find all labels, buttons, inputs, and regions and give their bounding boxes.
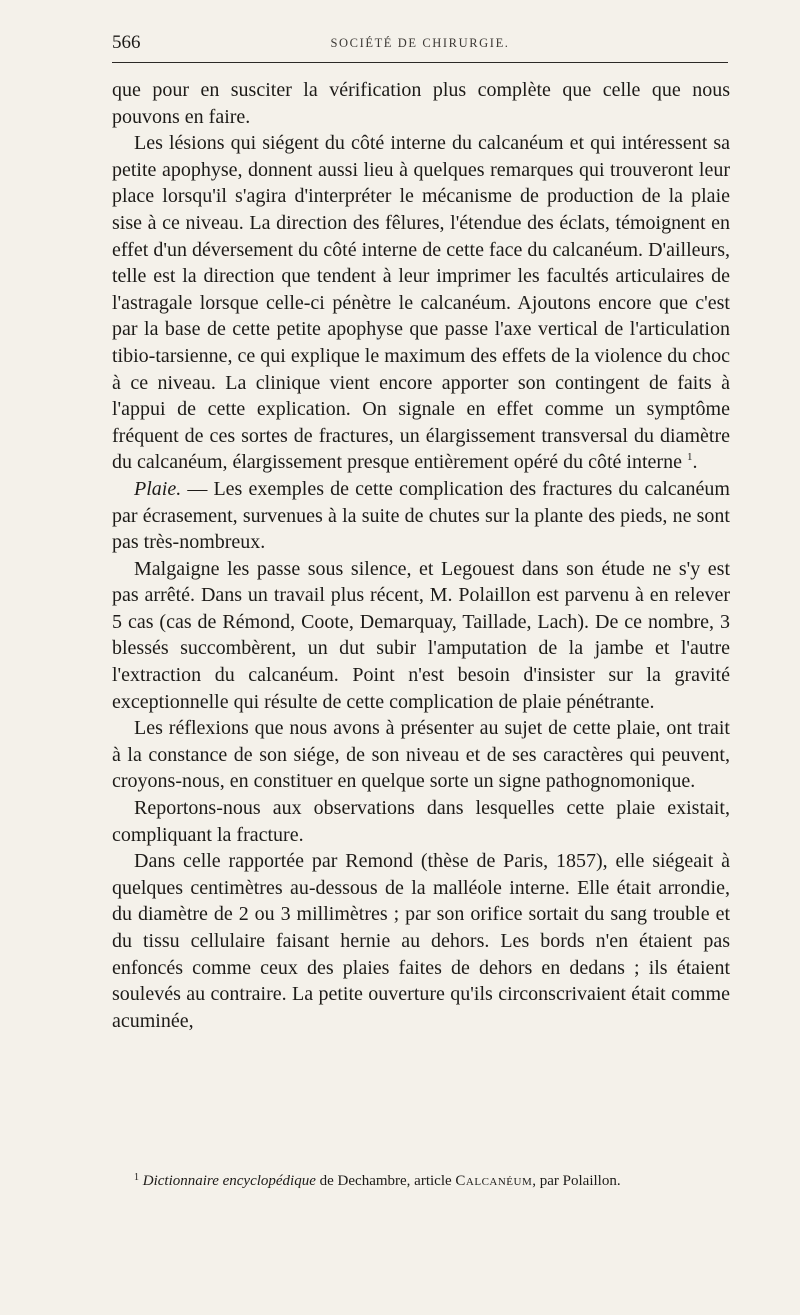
paragraph bbox=[112, 130, 730, 476]
page-number: 566 bbox=[112, 32, 141, 53]
footnote-mark: 1 bbox=[134, 1172, 139, 1183]
body-text bbox=[112, 77, 730, 1034]
paragraph-text: Reportons-nous aux observations dans lesquelles cette plaie existait, compliquant la fracture. bbox=[112, 797, 730, 846]
paragraph-text: que pour en susciter la vérification plus complète que celle que nous pouvons en faire. bbox=[112, 79, 730, 128]
footnote-text: de Dechambre, article bbox=[315, 1173, 456, 1189]
section-lead: Plaie. bbox=[134, 477, 182, 500]
footnote-title: Dictionnaire encyclopédique bbox=[142, 1173, 316, 1189]
paragraph-text: Malgaigne les passe sous silence, et Legouest dans son étude ne s'y est pas arrêté. Dans un travail plus récent, M. Polaillon est parvenu à en relever 5 cas (cas de Rémond, Coote, Demarquay, Taillade, Lach). De ce nombre, 3 blessés succombèrent, un dut subir l'amputation de la jambe et l'autre l'extraction du calcanéum. Point n'est besoin d'insister sur la gravité exceptionnelle qui résulte de cette complication de plaie pénétrante. bbox=[112, 557, 730, 713]
footnote-reference: 1 bbox=[686, 451, 693, 464]
paragraph-text: Dans celle rapportée par Remond (thèse de Paris, 1857), elle siégeait à quelques centimètres au-dessous de la malléole interne. Elle était arrondie, du diamètre de 2 ou 3 millimètres ; par son orifice sortait du sang trouble et du tissu cellulaire faisant hernie au dehors. Les bords n'en étaient pas enfoncés comme ceux des plaies faites de dehors en dedans ; ils étaient soulevés au contraire. La petite ouverture qu'ils circonscrivaient était comme acuminée, bbox=[112, 850, 730, 1032]
paragraph-text: Les lésions qui siégent du côté interne du calcanéum et qui intéressent sa petite apophyse, donnent aussi lieu à quelques remarques qui trouveront leur place lorsqu'il s'agira d'interpréter le mécanisme de production de la plaie sise à ce niveau. La direction des fêlures, l'étendue des éclats, témoignent en effet d'un déversement du côté interne de cette face du calcanéum. D'ailleurs, telle est la direction que tendent à leur imprimer les facultés articulaires de l'astragale lorsque celle-ci pénètre le calcanéum. Ajoutons encore que c'est par la base de cette petite apophyse que passe l'axe vertical de l'articulation tibio-tarsienne, ce qui explique le maximum des effets de la violence du choc à ce niveau. La clinique vient encore apporter son contingent de faits à l'appui de cette explication. On signale en effet comme un symptôme fréquent de ces sortes de fractures, un élargissement transversal du diamètre du calcanéum, élargissement presque entièrement opéré du côté interne bbox=[112, 132, 730, 474]
paragraph-text: Les réflexions que nous avons à présenter au sujet de cette plaie, ont trait à la constance de son siége, de son niveau et de ses caractères qui peuvent, croyons-nous, en constituer en quelque sorte un signe pathognomonique. bbox=[112, 717, 730, 793]
footnote-article: Calcanéum bbox=[455, 1173, 533, 1189]
paragraph bbox=[112, 476, 730, 556]
page-header bbox=[112, 26, 728, 56]
paragraph bbox=[112, 795, 730, 848]
paragraph bbox=[112, 848, 730, 1034]
paragraph bbox=[112, 77, 730, 130]
paragraph-end: . bbox=[692, 451, 698, 474]
running-head: SOCIÉTÉ DE CHIRURGIE. bbox=[330, 36, 510, 50]
paragraph-text: — Les exemples de cette complication des fractures du calcanéum par écrasement, survenues à la suite de chutes sur la plante des pieds, ne sont pas très-nombreux. bbox=[112, 477, 730, 554]
footnote bbox=[112, 1170, 730, 1192]
header-rule bbox=[112, 62, 728, 63]
paragraph bbox=[112, 556, 730, 716]
footnote-end: , par Polaillon. bbox=[532, 1173, 621, 1189]
paragraph bbox=[112, 715, 730, 795]
